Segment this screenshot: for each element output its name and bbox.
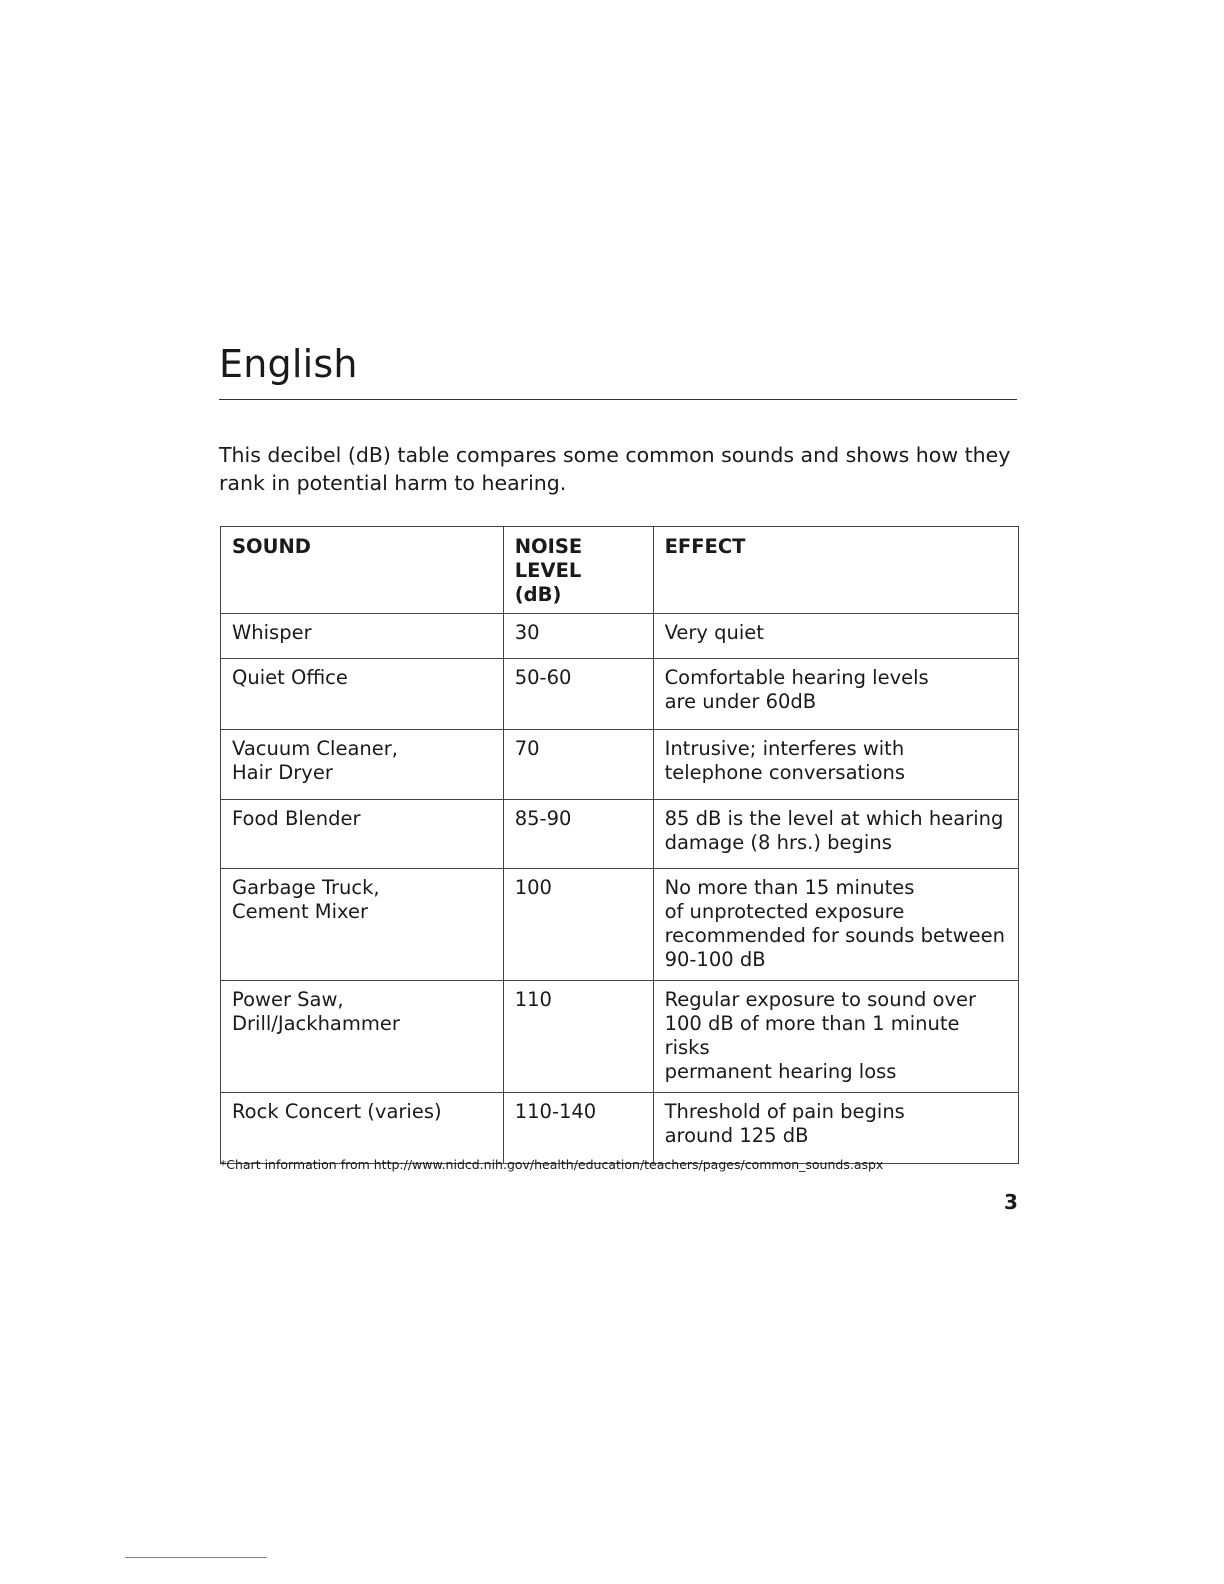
cell-effect [653, 730, 1018, 800]
effect-text: Comfortable hearing levels are under 60dB [664, 666, 929, 713]
page-number: 3 [1004, 1190, 1018, 1214]
cell-noise-level [503, 800, 653, 869]
cell-effect [653, 614, 1018, 659]
sound-name: Food Blender [232, 807, 361, 830]
effect-text: No more than 15 minutes of unprotected exposure recommended for sounds between 90-100 dB [664, 876, 1005, 971]
cell-noise-level [503, 981, 653, 1093]
cell-sound [221, 730, 504, 800]
sound-name: Quiet Office [232, 666, 348, 689]
table-row [221, 614, 1019, 659]
decibel-table [220, 526, 1019, 1164]
cell-effect [653, 869, 1018, 981]
cell-effect [653, 981, 1018, 1093]
cell-noise-level [503, 614, 653, 659]
header-noise-level-label: NOISE LEVEL (dB) [514, 535, 583, 606]
noise-level-value: 30 [514, 621, 540, 644]
noise-level-value: 50-60 [514, 666, 572, 689]
table-row [221, 659, 1019, 730]
cell-noise-level [503, 869, 653, 981]
cell-effect [653, 659, 1018, 730]
table-row [221, 730, 1019, 800]
table-row [221, 800, 1019, 869]
noise-level-value: 70 [514, 737, 540, 760]
intro-paragraph: This decibel (dB) table compares some common sounds and shows how they rank in potential harm to hearing. [219, 443, 1011, 495]
cell-noise-level [503, 659, 653, 730]
noise-level-value: 85-90 [514, 807, 572, 830]
page-title: English [219, 342, 358, 386]
header-effect-label: EFFECT [664, 535, 746, 558]
noise-level-value: 100 [514, 876, 552, 899]
scan-artifact-line [125, 1557, 267, 1558]
header-effect [653, 527, 1018, 614]
sound-name: Vacuum Cleaner, Hair Dryer [232, 737, 398, 784]
cell-sound [221, 659, 504, 730]
cell-sound [221, 869, 504, 981]
sound-name: Whisper [232, 621, 312, 644]
sound-name: Rock Concert (varies) [232, 1100, 442, 1123]
noise-level-value: 110 [514, 988, 552, 1011]
effect-text: Intrusive; interferes with telephone conversations [664, 737, 906, 784]
sound-name: Power Saw, Drill/Jackhammer [232, 988, 400, 1035]
effect-text: Threshold of pain begins around 125 dB [664, 1100, 905, 1147]
effect-text: 85 dB is the level at which hearing damage (8 hrs.) begins [664, 807, 1004, 854]
cell-sound [221, 614, 504, 659]
table-row [221, 869, 1019, 981]
effect-text: Regular exposure to sound over 100 dB of more than 1 minute risks permanent hearing loss [664, 988, 977, 1083]
effect-text: Very quiet [664, 621, 764, 644]
cell-noise-level [503, 1093, 653, 1164]
cell-sound [221, 981, 504, 1093]
source-footnote: *Chart information from http://www.nidcd.nih.gov/health/education/teachers/pages/common_sounds.aspx [220, 1157, 884, 1172]
table-row [221, 981, 1019, 1093]
noise-level-value: 110-140 [514, 1100, 597, 1123]
cell-sound [221, 800, 504, 869]
cell-noise-level [503, 730, 653, 800]
cell-effect [653, 1093, 1018, 1164]
title-divider [219, 399, 1017, 400]
cell-effect [653, 800, 1018, 869]
table-header-row [221, 527, 1019, 614]
cell-sound [221, 1093, 504, 1164]
header-noise-level [503, 527, 653, 614]
header-sound [221, 527, 504, 614]
header-sound-label: SOUND [232, 535, 311, 558]
sound-name: Garbage Truck, Cement Mixer [232, 876, 380, 923]
table-row [221, 1093, 1019, 1164]
